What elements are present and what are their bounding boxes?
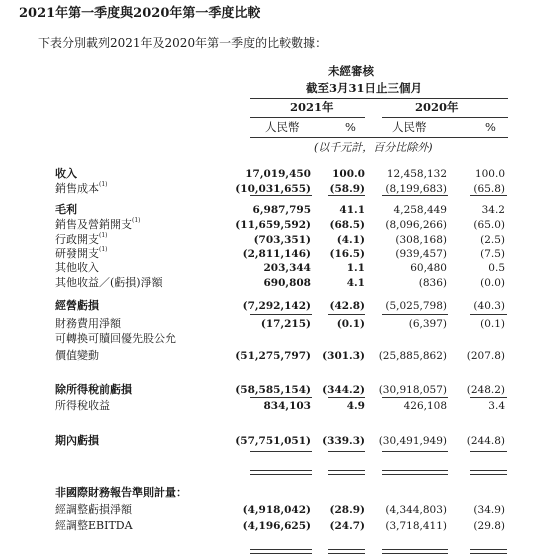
footnote-marker: (1) bbox=[99, 246, 108, 253]
cell-v2021: 6,987,795 bbox=[252, 204, 311, 216]
row-label: 收入 bbox=[55, 167, 77, 180]
cell-p2021: 41.1 bbox=[339, 204, 365, 216]
cell-p2020: (7.5) bbox=[480, 248, 505, 260]
row-label: 其他收益／(虧損)淨額 bbox=[55, 276, 163, 289]
cell-p2020: 3.4 bbox=[488, 400, 505, 412]
cell-v2020: (30,491,949) bbox=[378, 435, 447, 447]
cell-p2020: (0.1) bbox=[480, 318, 505, 330]
row-label: 經調整虧損淨額 bbox=[55, 503, 132, 516]
page-title: 2021年第一季度與2020年第一季度比較 bbox=[19, 6, 261, 21]
cell-p2020: (65.8) bbox=[473, 183, 505, 195]
rule bbox=[382, 451, 448, 452]
cell-p2020: (0.0) bbox=[480, 277, 505, 289]
cell-p2021: (301.3) bbox=[322, 350, 365, 362]
double-rule bbox=[328, 470, 365, 475]
col-rmb-2020: 人民幣 bbox=[392, 120, 427, 134]
cell-v2021: 834,103 bbox=[263, 400, 311, 412]
intro-text: 下表分別載列2021年及2020年第一季度的比較數據： bbox=[38, 36, 328, 50]
cell-p2021: (4.1) bbox=[336, 234, 365, 246]
cell-v2021: (58,585,154) bbox=[235, 384, 311, 396]
row-label: 銷售成本$^{(1)}$ bbox=[55, 181, 108, 195]
cell-v2021: (11,659,592) bbox=[235, 219, 311, 231]
col-pct-2021: % bbox=[345, 120, 356, 134]
row-label: 經調整EBITDA bbox=[55, 519, 133, 532]
cell-v2020: (6,397) bbox=[408, 318, 447, 330]
unaudited-header: 未經審核 bbox=[328, 64, 374, 78]
rule bbox=[250, 451, 312, 452]
rule bbox=[250, 397, 312, 398]
cell-p2021: (28.9) bbox=[329, 504, 365, 516]
cell-p2021: (24.7) bbox=[329, 520, 365, 532]
cell-v2021: (10,031,655) bbox=[235, 183, 311, 195]
cell-v2021: (51,275,797) bbox=[235, 350, 311, 362]
cell-p2021: (42.8) bbox=[329, 300, 365, 312]
col-pct-2020: % bbox=[485, 120, 496, 134]
row-label: 財務費用淨額 bbox=[55, 317, 121, 330]
cell-v2021: (703,351) bbox=[253, 234, 311, 246]
cell-p2020: (40.3) bbox=[473, 300, 505, 312]
cell-p2021: (339.3) bbox=[322, 435, 365, 447]
period-header: 截至3月31日止三個月 bbox=[306, 81, 423, 95]
row-label: 銷售及營銷開支$^{(1)}$ bbox=[55, 217, 141, 231]
cell-p2020: 0.5 bbox=[488, 262, 505, 274]
cell-v2021: (4,918,042) bbox=[242, 504, 311, 516]
cell-p2021: 1.1 bbox=[346, 262, 365, 274]
rule bbox=[250, 195, 312, 196]
cell-p2021: 4.1 bbox=[346, 277, 365, 289]
cell-p2021: 4.9 bbox=[346, 400, 365, 412]
row-label: 除所得稅前虧損 bbox=[55, 383, 132, 396]
year-2021-underline bbox=[250, 117, 365, 118]
cell-p2020: (248.2) bbox=[466, 384, 505, 396]
cell-v2020: (25,885,862) bbox=[378, 350, 447, 362]
cell-v2020: 426,108 bbox=[403, 400, 447, 412]
cell-p2020: 34.2 bbox=[481, 204, 505, 216]
footnote-marker: (1) bbox=[99, 181, 108, 188]
row-label: 期內虧損 bbox=[55, 434, 99, 447]
row-label: 價值變動 bbox=[55, 349, 99, 362]
cell-p2020: 100.0 bbox=[474, 168, 505, 180]
cell-v2020: (4,344,803) bbox=[385, 504, 447, 516]
cell-v2020: (836) bbox=[418, 277, 447, 289]
double-rule bbox=[250, 470, 312, 475]
double-rule bbox=[382, 470, 448, 475]
cell-v2020: (3,718,411) bbox=[385, 520, 447, 532]
cell-v2021: (57,751,051) bbox=[235, 435, 311, 447]
row-label: 毛利 bbox=[55, 203, 77, 216]
col-rmb-2021: 人民幣 bbox=[265, 120, 300, 134]
cell-v2020: (8,096,266) bbox=[385, 219, 447, 231]
rule bbox=[470, 314, 507, 315]
cell-p2021: (58.9) bbox=[329, 183, 365, 195]
row-label: 研發開支$^{(1)}$ bbox=[55, 246, 108, 260]
cell-p2021: 100.0 bbox=[332, 168, 365, 180]
cell-v2020: (5,025,798) bbox=[385, 300, 447, 312]
cell-v2020: 4,258,449 bbox=[393, 204, 447, 216]
cell-v2021: (2,811,146) bbox=[242, 248, 311, 260]
cell-v2020: 60,480 bbox=[410, 262, 447, 274]
cell-v2020: 12,458,132 bbox=[386, 168, 447, 180]
row-label: 經營虧損 bbox=[55, 299, 99, 312]
period-underline bbox=[250, 98, 508, 99]
year-2020-header: 2020年 bbox=[415, 100, 459, 114]
cell-p2020: (34.9) bbox=[473, 504, 505, 516]
rule bbox=[382, 195, 448, 196]
year-2021-header: 2021年 bbox=[290, 100, 334, 114]
cell-v2021: 203,344 bbox=[263, 262, 311, 274]
rule bbox=[250, 314, 312, 315]
cell-p2021: (16.5) bbox=[329, 248, 365, 260]
cell-p2021: (68.5) bbox=[329, 219, 365, 231]
double-rule bbox=[382, 549, 448, 554]
cell-v2021: (17,215) bbox=[260, 318, 311, 330]
cell-p2020: (207.8) bbox=[466, 350, 505, 362]
cols-underline bbox=[250, 137, 508, 138]
cell-v2021: (7,292,142) bbox=[242, 300, 311, 312]
cell-v2021: 690,808 bbox=[263, 277, 311, 289]
rule bbox=[328, 397, 365, 398]
rule bbox=[328, 195, 365, 196]
cell-p2021: (0.1) bbox=[336, 318, 365, 330]
rule bbox=[470, 397, 507, 398]
rule bbox=[328, 314, 365, 315]
row-label: 所得稅收益 bbox=[55, 399, 110, 412]
footnote-marker: (1) bbox=[99, 232, 108, 239]
cell-v2021: (4,196,625) bbox=[242, 520, 311, 532]
cell-v2020: (308,168) bbox=[395, 234, 447, 246]
cell-v2020: (939,457) bbox=[395, 248, 447, 260]
footnote-marker: (1) bbox=[132, 217, 141, 224]
row-label: 非國際財務報告準則計量： bbox=[55, 486, 187, 499]
cell-p2020: (65.0) bbox=[473, 219, 505, 231]
rule bbox=[328, 451, 365, 452]
double-rule bbox=[250, 549, 312, 554]
cell-p2021: (344.2) bbox=[322, 384, 365, 396]
cell-p2020: (29.8) bbox=[473, 520, 505, 532]
cell-p2020: (2.5) bbox=[480, 234, 505, 246]
cell-v2020: (30,918,057) bbox=[378, 384, 447, 396]
rule bbox=[382, 314, 448, 315]
rule bbox=[470, 195, 507, 196]
double-rule bbox=[470, 549, 507, 554]
rule bbox=[470, 451, 507, 452]
units-note: (以千元計，百分比除外) bbox=[314, 141, 433, 154]
rule bbox=[382, 397, 448, 398]
cell-p2020: (244.8) bbox=[466, 435, 505, 447]
double-rule bbox=[470, 470, 507, 475]
row-label: 行政開支$^{(1)}$ bbox=[55, 232, 108, 246]
cell-v2020: (8,199,683) bbox=[385, 183, 447, 195]
row-label: 其他收入 bbox=[55, 261, 99, 274]
year-2020-underline bbox=[382, 117, 508, 118]
cell-v2021: 17,019,450 bbox=[245, 168, 311, 180]
row-label: 可轉換可贖回優先股公允 bbox=[55, 332, 176, 345]
double-rule bbox=[328, 549, 365, 554]
